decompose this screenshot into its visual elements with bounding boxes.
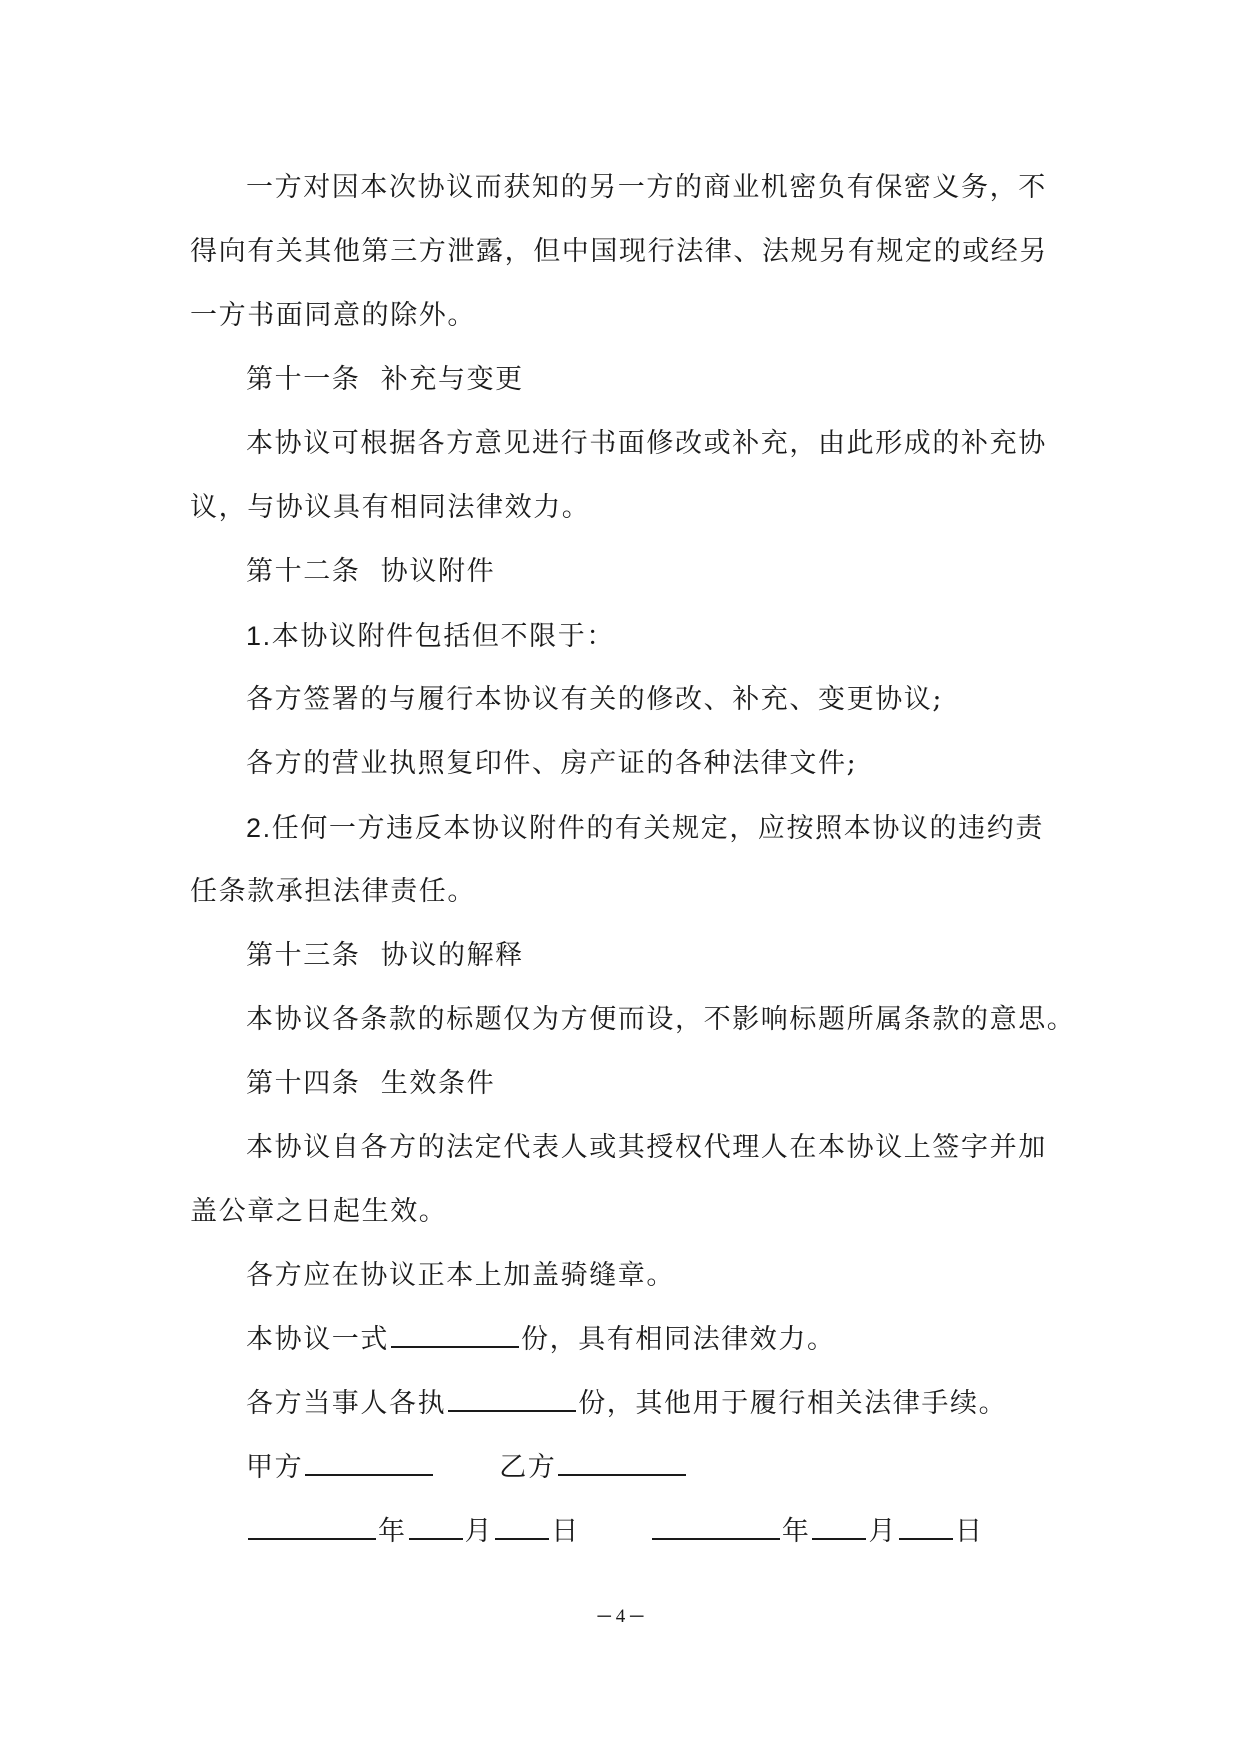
paragraph-line: 盖公章之日起生效。: [190, 1196, 448, 1227]
paragraph-line: 议，与协议具有相同法律效力。: [190, 492, 591, 523]
list-item: [190, 604, 1070, 668]
month-label: 月: [868, 1516, 898, 1547]
paragraph-line: 一方书面同意的除外。: [190, 300, 476, 331]
paragraph-line: 得向有关其他第三方泄露，但中国现行法律、法规另有规定的或经另: [190, 236, 1048, 267]
page-number: ─ 4 ─: [597, 1606, 644, 1627]
article-12-heading: 第十二条 协议附件: [246, 556, 496, 587]
year-label: 年: [781, 1516, 811, 1547]
article-14-heading: 第十四条 生效条件: [246, 1068, 496, 1099]
sub-item: 各方签署的与履行本协议有关的修改、补充、变更协议;: [246, 684, 944, 715]
article-11-heading: 第十一条 补充与变更: [246, 364, 524, 395]
each-party-suffix: 份，其他用于履行相关法律手续。: [578, 1388, 1008, 1419]
date-line: [190, 1500, 1070, 1564]
party-a-day-blank[interactable]: [495, 1504, 549, 1540]
each-party-line: [190, 1372, 1070, 1436]
document-body: [190, 156, 1076, 1564]
party-b-signature-blank[interactable]: [558, 1440, 686, 1476]
party-a-year-blank[interactable]: [248, 1504, 376, 1540]
party-a-label: 甲方: [246, 1452, 304, 1483]
each-party-count-blank[interactable]: [448, 1376, 576, 1412]
seal-requirement: 各方应在协议正本上加盖骑缝章。: [246, 1260, 675, 1291]
year-label: 年: [378, 1516, 407, 1547]
copies-suffix: 份，具有相同法律效力。: [521, 1324, 836, 1355]
paragraph-line: 本协议可根据各方意见进行书面修改或补充，由此形成的补充协: [246, 428, 1047, 459]
party-b-year-blank[interactable]: [652, 1504, 780, 1540]
list-item-text: 本协议附件包括但不限于：: [271, 621, 615, 652]
copies-line: [190, 1308, 1070, 1372]
list-number: 1.: [246, 621, 272, 651]
sub-item: 各方的营业执照复印件、房产证的各种法律文件;: [246, 748, 858, 779]
copies-count-blank[interactable]: [391, 1312, 519, 1348]
party-a-signature-blank[interactable]: [305, 1440, 433, 1476]
party-a-month-blank[interactable]: [409, 1504, 463, 1540]
party-b-label: 乙方: [499, 1452, 557, 1483]
day-label: 日: [551, 1516, 580, 1547]
each-party-prefix: 各方当事人各执: [246, 1388, 447, 1419]
paragraph-line: 任条款承担法律责任。: [190, 876, 476, 907]
signature-line: [190, 1436, 1070, 1500]
list-item: [190, 796, 1070, 860]
paragraph-line: 本协议各条款的标题仅为方便而设，不影响标题所属条款的意思。: [246, 1004, 1076, 1035]
paragraph-line: 一方对因本次协议而获知的另一方的商业机密负有保密义务，不: [246, 172, 1047, 203]
party-b-day-blank[interactable]: [899, 1504, 953, 1540]
month-label: 月: [464, 1516, 494, 1547]
article-13-heading: 第十三条 协议的解释: [246, 940, 524, 971]
copies-prefix: 本协议一式: [246, 1324, 389, 1355]
party-b-month-blank[interactable]: [812, 1504, 866, 1540]
day-label: 日: [955, 1516, 984, 1547]
list-item-text: 任何一方违反本协议附件的有关规定，应按照本协议的违约责: [271, 813, 1044, 844]
paragraph-line: 本协议自各方的法定代表人或其授权代理人在本协议上签字并加: [246, 1132, 1047, 1163]
list-number: 2.: [246, 813, 272, 843]
